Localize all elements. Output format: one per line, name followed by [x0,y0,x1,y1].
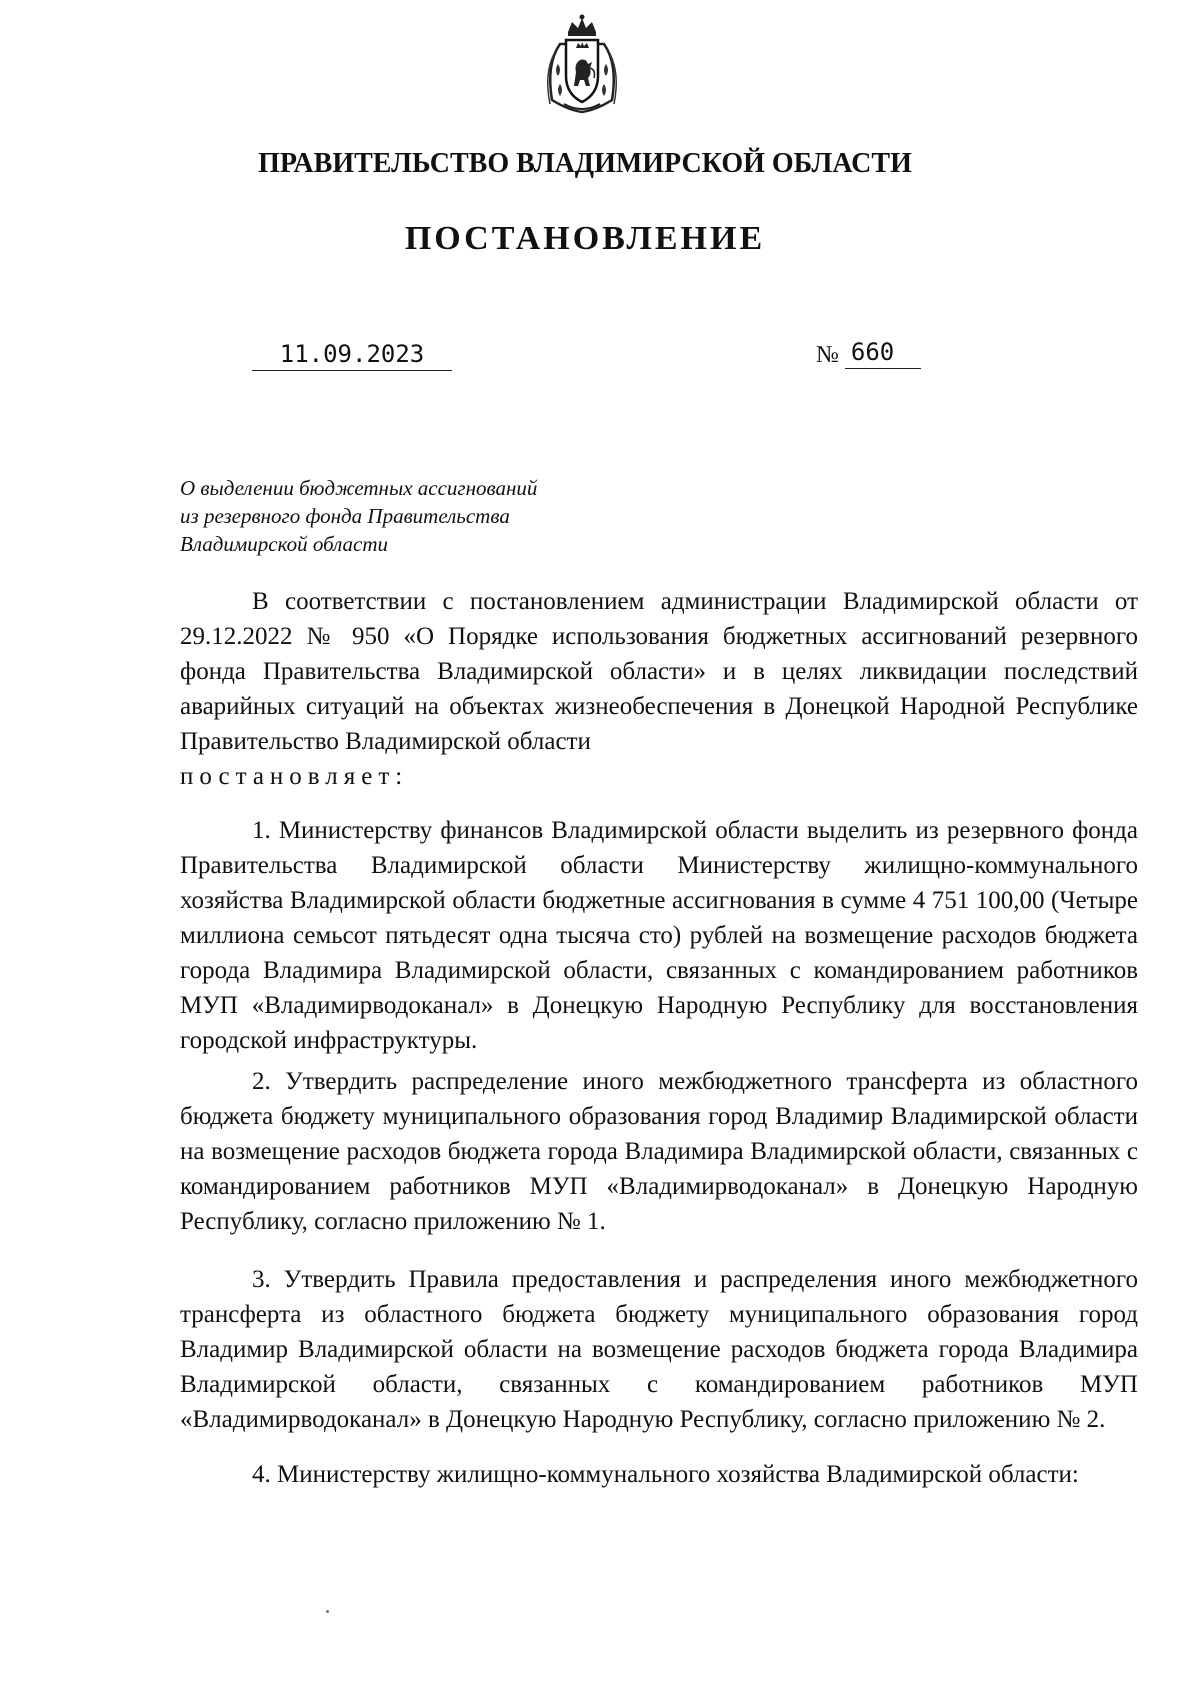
intro-text: В соответствии с постановлением администрации Владимирской области от 29.12.2022 № 950 «О Порядке использования бюджетных ассигнований резервного фонда Правительства Владимирской области» и в целях ликвидации последствий аварийных ситуаций на объектах жизнеобеспечения в Донецкой Народной Республике Правительство Владимирской области постановляет: [180,588,1138,790]
subject-line: из резервного фонда Правительства [180,504,510,528]
decree-item-3 [180,1262,1138,1437]
subject-line: Владимирской области [180,532,389,556]
government-title: ПРАВИТЕЛЬСТВО ВЛАДИМИРСКОЙ ОБЛАСТИ [258,148,912,179]
document-type: ПОСТАНОВЛЕНИЕ [404,220,766,257]
document-date: 11.09.2023 [252,340,452,371]
decree-item-1 [180,813,1138,1058]
decree-item-text: 3. Утвердить Правила предоставления и распределения иного межбюджетного трансферта из областного бюджета бюджету муниципального образования город Владимир Владимирской области на возмещение расходов бюджета города Владимира Владимирской области, связанных с командированием работников МУП «Владимирводоканал» в Донецкую Народную Республику, согласно приложению № 2. [180,1266,1138,1433]
decree-item-4 [180,1457,1138,1492]
intro-paragraph [180,584,1138,794]
document-number-block [816,338,921,369]
coat-of-arms-icon [538,14,626,114]
decree-item-text: 2. Утвердить распределение иного межбюджетного трансферта из областного бюджета бюджету муниципального образования город Владимир Владимирской области на возмещение расходов бюджета города Владимира Владимирской области, связанных с командированием работников МУП «Владимирводоканал» в Донецкую Народную Республику, согласно приложению № 1. [180,1068,1138,1235]
subject-line: О выделении бюджетных ассигнований [180,476,538,500]
document-number: 660 [845,338,921,369]
scan-speck [326,1610,329,1613]
decree-item-2 [180,1064,1138,1239]
decree-word: постановляет: [180,763,409,790]
document-subject [180,474,537,558]
decree-item-text: 4. Министерству жилищно-коммунального хозяйства Владимирской области: [252,1461,1079,1488]
number-sign: № [816,342,839,368]
decree-item-text: 1. Министерству финансов Владимирской области выделить из резервного фонда Правительства Владимирской области Министерству жилищно-коммунального хозяйства Владимирской области бюджетные ассигнования в сумме 4 751 100,00 (Четыре миллиона семьсот пятьдесят одна тысяча сто) рублей на возмещение расходов бюджета города Владимира Владимирской области, связанных с командированием работников МУП «Владимирводоканал» в Донецкую Народную Республику для восстановления городской инфраструктуры. [180,817,1138,1054]
